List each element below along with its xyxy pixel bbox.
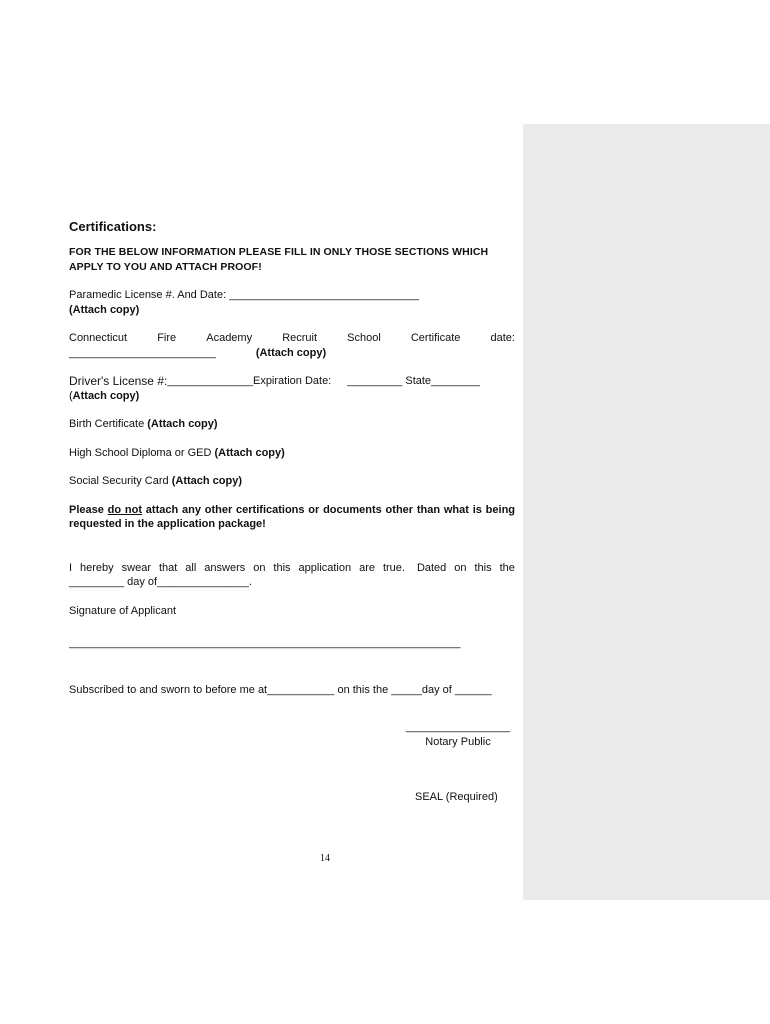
swear-word: true.: [382, 561, 405, 574]
birth-label: Birth Certificate: [69, 418, 148, 430]
swear-word: hereby: [80, 561, 114, 574]
notary-block: [400, 720, 516, 749]
swear-word: I: [69, 561, 73, 574]
swear-word: this: [273, 561, 291, 574]
ctf-word: Academy: [206, 332, 253, 344]
instructions-text: FOR THE BELOW INFORMATION PLEASE FILL IN ONLY THOSE SECTIONS WHICH APPLY TO YOU AND ATTACH PROOF!: [69, 246, 489, 273]
swear-word: this: [474, 561, 492, 574]
diploma-attach: (Attach copy): [214, 446, 285, 459]
birth-field: [69, 417, 515, 432]
birth-attach: (Attach copy): [147, 418, 218, 430]
notice-emph: do not: [107, 503, 143, 516]
paramedic-attach: (Attach copy): [69, 303, 140, 316]
notary-line: _________________: [405, 721, 510, 733]
ctf-blank: ________________________: [69, 346, 216, 359]
swear-line-2: _________ day of_______________.: [69, 576, 252, 588]
seal-label: SEAL (Required): [415, 791, 498, 803]
swear-field: [69, 561, 515, 590]
section-heading: Certifications:: [69, 219, 157, 234]
swear-line-1: [69, 561, 515, 576]
ssn-attach: (Attach copy): [171, 475, 242, 487]
swear-word: application: [298, 561, 352, 574]
ctf-label-row: [69, 331, 515, 346]
ctf-word: Recruit: [282, 332, 318, 344]
ssn-label: Social Security Card: [69, 475, 172, 487]
drivers-blank: ______________Expiration Date:: [167, 375, 332, 387]
notary-label: Notary Public: [425, 735, 491, 748]
drivers-state: _________ State________: [347, 375, 480, 387]
swear-word: are: [359, 561, 375, 574]
notice-pre: Please: [69, 503, 108, 516]
ctf-second-row: [69, 346, 515, 361]
paramedic-label: Paramedic License #. And Date: _______________________________: [69, 289, 419, 301]
diploma-label: High School Diploma or GED: [69, 446, 215, 459]
drivers-field: [69, 374, 515, 403]
diploma-field: [69, 446, 515, 461]
ctf-word: Certificate: [410, 332, 461, 344]
notice-post: attach any other certifications or documents other than what is being requested in the application package!: [69, 503, 516, 530]
drivers-row: [69, 374, 515, 389]
signature-field: [69, 604, 515, 651]
comment-pane: [523, 124, 770, 900]
signature-line: ________________________________________________________________: [69, 637, 461, 649]
swear-word: on: [454, 561, 467, 574]
ctf-attach: (Attach copy): [255, 346, 327, 359]
swear-word: Dated: [416, 561, 447, 574]
drivers-attach: Attach copy): [72, 389, 140, 402]
ssn-field: [69, 474, 515, 489]
paramedic-field: [69, 288, 515, 317]
drivers-attach-open: (: [69, 389, 73, 402]
swear-word: that: [158, 561, 178, 574]
swear-word: answers: [204, 561, 246, 574]
swear-word: swear: [121, 561, 151, 574]
drivers-attach-row: [69, 389, 515, 404]
notice-text: [69, 503, 515, 532]
ctf-field: [69, 331, 515, 360]
ctf-word: School: [347, 332, 381, 344]
ctf-word: Connecticut: [69, 332, 128, 344]
drivers-label: Driver's License #:: [69, 374, 168, 388]
ctf-word: date:: [490, 332, 515, 344]
signature-label: Signature of Applicant: [69, 604, 177, 617]
swear-word: the: [499, 561, 515, 574]
document-content: [69, 218, 515, 697]
swear-word: all: [185, 561, 197, 574]
ctf-word: Fire: [157, 332, 177, 344]
swear-word: on: [253, 561, 266, 574]
page-number: 14: [320, 853, 330, 864]
subscribed-text: Subscribed to and sworn to before me at___________ on this the _____day of ______: [69, 683, 492, 696]
